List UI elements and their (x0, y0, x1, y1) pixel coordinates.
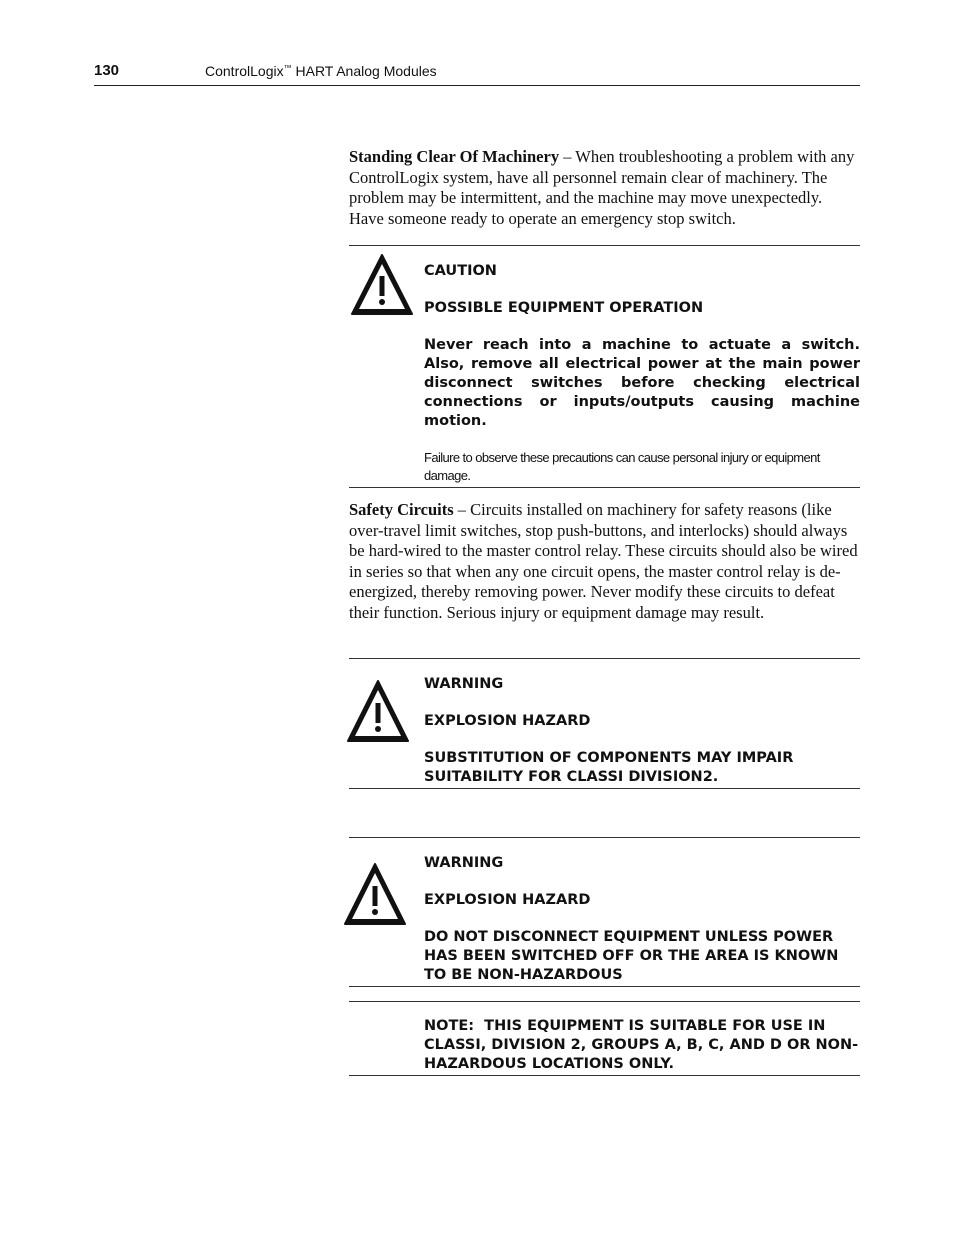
warning-triangle-icon (343, 861, 407, 927)
running-header (205, 63, 437, 79)
note-bottom-rule (349, 1075, 860, 1076)
note-label: NOTE: (424, 1018, 475, 1034)
caution-label: CAUTION (424, 263, 497, 279)
safety-circuits-paragraph (349, 500, 861, 623)
note-body: THIS EQUIPMENT IS SUITABLE FOR USE IN CLASSI, DIVISION 2, GROUPS A, B, C, AND D OR NON-HAZARDOUS LOCATIONS ONLY. (424, 1018, 859, 1072)
safety-circuits-body: – Circuits installed on machinery for safety reasons (like over-travel limit switches, stop push-buttons, and interlocks) should always be hard-wired to the master control relay. These circuits should also be wired in series so that when any one circuit opens, the master control relay is de-energized, thereby removing power. Never modify these circuits to defeat their function. Serious injury or equipment damage may result. (349, 500, 858, 622)
caution-heading: POSSIBLE EQUIPMENT OPERATION (424, 300, 704, 316)
header-title-rest: HART Analog Modules (291, 63, 437, 79)
standing-clear-body: – When troubleshooting a problem with any ControlLogix system, have all personnel remain clear of machinery. The problem may be intermittent, and the machine may move unexpectedly. Have someone ready to operate an emergency stop switch. (349, 147, 855, 228)
warning1-top-rule (349, 658, 860, 659)
trademark-mark: ™ (283, 63, 292, 73)
page-number: 130 (94, 62, 120, 79)
caution-box (424, 262, 860, 485)
warning1-body: SUBSTITUTION OF COMPONENTS MAY IMPAIR SUITABILITY FOR CLASSI DIVISION2. (424, 750, 794, 785)
safety-circuits-lead: Safety Circuits (349, 500, 454, 519)
caution-bottom-rule (349, 487, 860, 488)
caution-top-rule (349, 245, 860, 246)
warning2-label: WARNING (424, 855, 504, 871)
warning2-top-rule (349, 837, 860, 838)
note-top-rule (349, 1001, 860, 1002)
warning1-label: WARNING (424, 676, 504, 692)
warning2-body: DO NOT DISCONNECT EQUIPMENT UNLESS POWER HAS BEEN SWITCHED OFF OR THE AREA IS KNOWN TO BE NON-HAZARDOUS (424, 929, 839, 983)
note-box (424, 1017, 860, 1074)
warning1-heading: EXPLOSION HAZARD (424, 713, 591, 729)
header-title: ControlLogix (205, 63, 284, 79)
standing-clear-paragraph (349, 147, 861, 229)
warning1-bottom-rule (349, 788, 860, 789)
caution-body: Never reach into a machine to actuate a switch. Also, remove all electrical power at the main power disconnect switches before checking electrical connections or inputs/outputs causing machine motion. (424, 337, 860, 429)
header-rule (94, 85, 860, 86)
standing-clear-lead: Standing Clear Of Machinery (349, 147, 560, 166)
caution-note: Failure to observe these precautions can cause personal injury or equipment damage. (424, 450, 820, 483)
warning2-box (424, 854, 860, 985)
warning1-box (424, 675, 860, 787)
warning2-heading: EXPLOSION HAZARD (424, 892, 591, 908)
warning2-bottom-rule (349, 986, 860, 987)
warning-triangle-icon (346, 678, 410, 744)
warning-triangle-icon (350, 252, 414, 316)
